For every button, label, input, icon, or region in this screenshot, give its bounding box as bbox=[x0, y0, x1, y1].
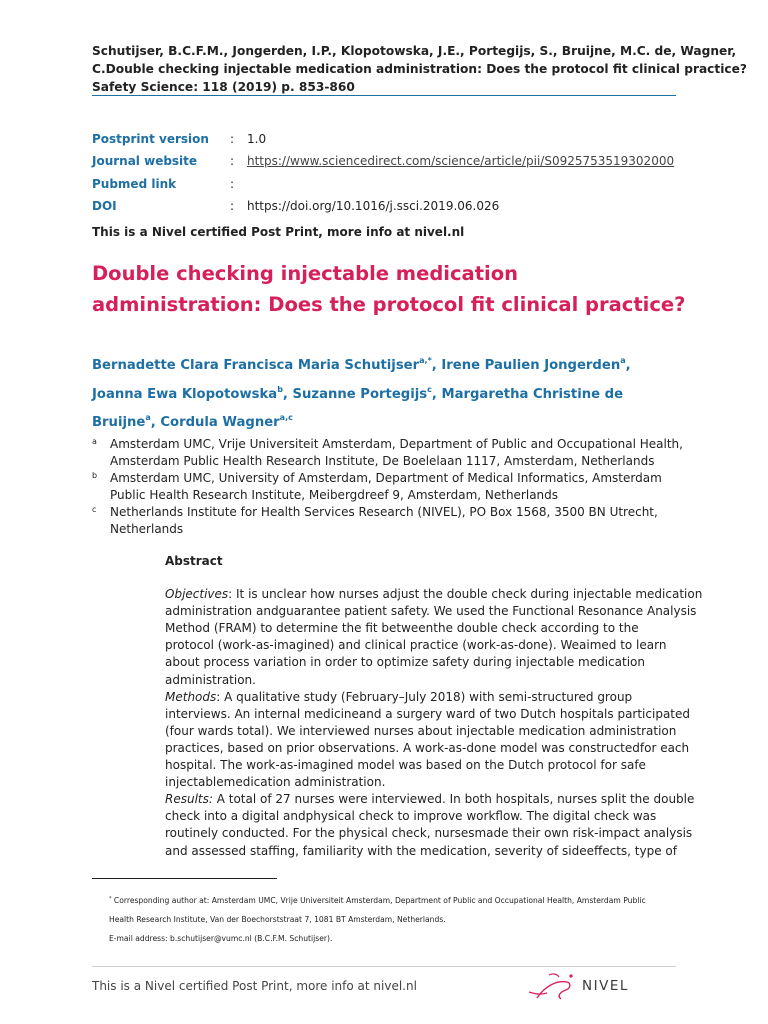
meta-separator: : bbox=[230, 198, 235, 213]
abstract bbox=[165, 553, 703, 860]
meta-label: Postprint version bbox=[92, 132, 209, 146]
footnote-email: E-mail address: b.schutijser@vumc.nl (B.C.F.M. Schutijser). bbox=[109, 934, 333, 943]
header-divider bbox=[92, 95, 676, 96]
footnote-divider bbox=[92, 878, 277, 879]
abstract-line: Results: A total of 27 nurses were interviewed. In both hospitals, nurses split the double bbox=[165, 792, 695, 807]
citation-line: C.Double checking injectable medication administration: Does the protocol fit clinical practice? bbox=[92, 62, 747, 76]
affiliation-key: a bbox=[92, 437, 97, 446]
abstract-line: Method (FRAM) to determine the fit betweenthe double check according to the bbox=[165, 621, 639, 636]
meta-label: Pubmed link bbox=[92, 176, 177, 191]
author-name: Bruijne bbox=[92, 415, 146, 430]
affiliation-line: Netherlands Institute for Health Services Research (NIVEL), PO Box 1568, 3500 BN Utrecht, bbox=[110, 505, 658, 519]
affiliation-line: Netherlands bbox=[110, 522, 184, 536]
author-name: Joanna Ewa Klopotowska bbox=[92, 386, 278, 402]
abstract-line: (four wards total). We interviewed nurses about injectable medication administration bbox=[165, 723, 677, 738]
abstract-line: administration andguarantee patient safety. We used the Functional Resonance Analysis bbox=[165, 604, 697, 619]
meta-label: DOI bbox=[92, 198, 117, 213]
objectives-label: Objectives bbox=[165, 587, 229, 602]
author-affil-sup: a bbox=[620, 356, 626, 365]
abstract-line: injectablemedication administration. bbox=[165, 775, 386, 790]
meta-separator: : bbox=[230, 132, 235, 146]
methods-label: Methods bbox=[165, 689, 217, 704]
footnote-marker: * bbox=[109, 896, 112, 902]
journal-website-link[interactable]: https://www.sciencedirect.com/science/article/pii/S0925753519302000 bbox=[247, 154, 675, 169]
affiliation-a bbox=[92, 436, 683, 470]
abstract-line: Objectives: It is unclear how nurses adjust the double check during injectable medication bbox=[165, 587, 703, 602]
title-line: administration: Does the protocol fit clinical practice? bbox=[92, 293, 686, 316]
author-separator: , bbox=[625, 358, 631, 373]
footnote bbox=[109, 890, 646, 948]
paper-title bbox=[92, 258, 692, 320]
author-affil-sup: b bbox=[277, 384, 283, 394]
abstract-line: administration. bbox=[165, 672, 256, 687]
title-line: Double checking injectable medication bbox=[92, 262, 518, 285]
abstract-line: check into a digital andphysical check to improve workflow. The digital check was bbox=[165, 809, 657, 824]
author-name: , Suzanne Portegijs bbox=[282, 386, 428, 402]
affiliation-line: Amsterdam Public Health Research Institute, De Boelelaan 1117, Amsterdam, Netherlands bbox=[110, 454, 655, 468]
meta-value: 1.0 bbox=[247, 132, 267, 146]
author-affil-sup: c bbox=[427, 384, 432, 394]
author-line bbox=[92, 349, 692, 378]
author-name: Bernadette Clara Francisca Maria Schutijser bbox=[92, 358, 420, 373]
affiliation-line: Amsterdam UMC, Vrije Universiteit Amsterdam, Department of Public and Occupational Health, bbox=[110, 437, 683, 451]
footer-divider bbox=[92, 966, 676, 967]
abstract-line: interviews. An internal medicineand a surgery ward of two Dutch hospitals participated bbox=[165, 706, 690, 721]
abstract-line: Methods: A qualitative study (February–July 2018) with semi-structured group bbox=[165, 689, 633, 704]
abstract-line: hospital. The work-as-imagined model was based on the Dutch protocol for safe bbox=[165, 758, 646, 773]
author-name: , Cordula Wagner bbox=[150, 415, 280, 430]
nivel-logo bbox=[527, 970, 637, 1004]
results-label: Results: bbox=[165, 792, 213, 807]
affiliation-line: Public Health Research Institute, Meibergdreef 9, Amsterdam, Netherlands bbox=[110, 488, 559, 502]
certified-note: This is a Nivel certified Post Print, more info at nivel.nl bbox=[92, 225, 465, 239]
citation-line: Schutijser, B.C.F.M., Jongerden, I.P., Klopotowska, J.E., Portegijs, S., Bruijne, M.C. de, Wagner, bbox=[92, 44, 737, 58]
affiliation-key: c bbox=[92, 505, 97, 514]
author-affil-sup: a,c bbox=[279, 413, 293, 422]
affiliation-key: b bbox=[92, 471, 98, 480]
nivel-logo-mark-icon bbox=[527, 970, 583, 1004]
footnote-line: * Corresponding author at: Amsterdam UMC, Vrije Universiteit Amsterdam, Department of Public and Occupational Health, Amsterdam Public bbox=[109, 896, 646, 905]
meta-label: Journal website bbox=[92, 154, 198, 169]
footnote-line: Health Research Institute, Van der Boechorststraat 7, 1081 BT Amsterdam, Netherlands. bbox=[109, 915, 446, 924]
abstract-heading: Abstract bbox=[165, 554, 223, 568]
author-list bbox=[92, 349, 692, 435]
abstract-line: about process variation in order to optimize safety during injectable medication bbox=[165, 655, 645, 670]
doi-value: https://doi.org/10.1016/j.ssci.2019.06.026 bbox=[247, 198, 500, 213]
author-name: , Irene Paulien Jongerden bbox=[431, 358, 621, 373]
abstract-line: and assessed staffing, familiarity with the medication, severity of sideeffects, type of bbox=[165, 843, 677, 858]
affiliations bbox=[92, 436, 683, 538]
author-line bbox=[92, 406, 692, 435]
author-affil-sup: a,* bbox=[419, 356, 432, 365]
author-name: , Margaretha Christine de bbox=[431, 386, 624, 402]
author-affil-sup: a bbox=[145, 413, 151, 422]
affiliation-line: Amsterdam UMC, University of Amsterdam, Department of Medical Informatics, Amsterdam bbox=[110, 471, 662, 485]
abstract-line: routinely conducted. For the physical check, nursesmade their own risk-impact analysis bbox=[165, 826, 693, 841]
affiliation-b bbox=[92, 470, 683, 504]
author-line bbox=[92, 378, 692, 407]
meta-separator: : bbox=[230, 154, 235, 169]
affiliation-c bbox=[92, 504, 683, 538]
footer-note: This is a Nivel certified Post Print, more info at nivel.nl bbox=[92, 979, 417, 993]
citation-line: Safety Science: 118 (2019) p. 853-860 bbox=[92, 80, 355, 94]
nivel-logo-text: NIVEL bbox=[582, 978, 629, 994]
citation-block bbox=[92, 42, 747, 96]
meta-separator: : bbox=[230, 176, 235, 191]
abstract-line: protocol (work-as-imagined) and clinical practice (work-as-done). Weaimed to learn bbox=[165, 638, 667, 653]
abstract-line: practices, based on prior observations. A work-as-done model was constructedfor each bbox=[165, 740, 690, 755]
